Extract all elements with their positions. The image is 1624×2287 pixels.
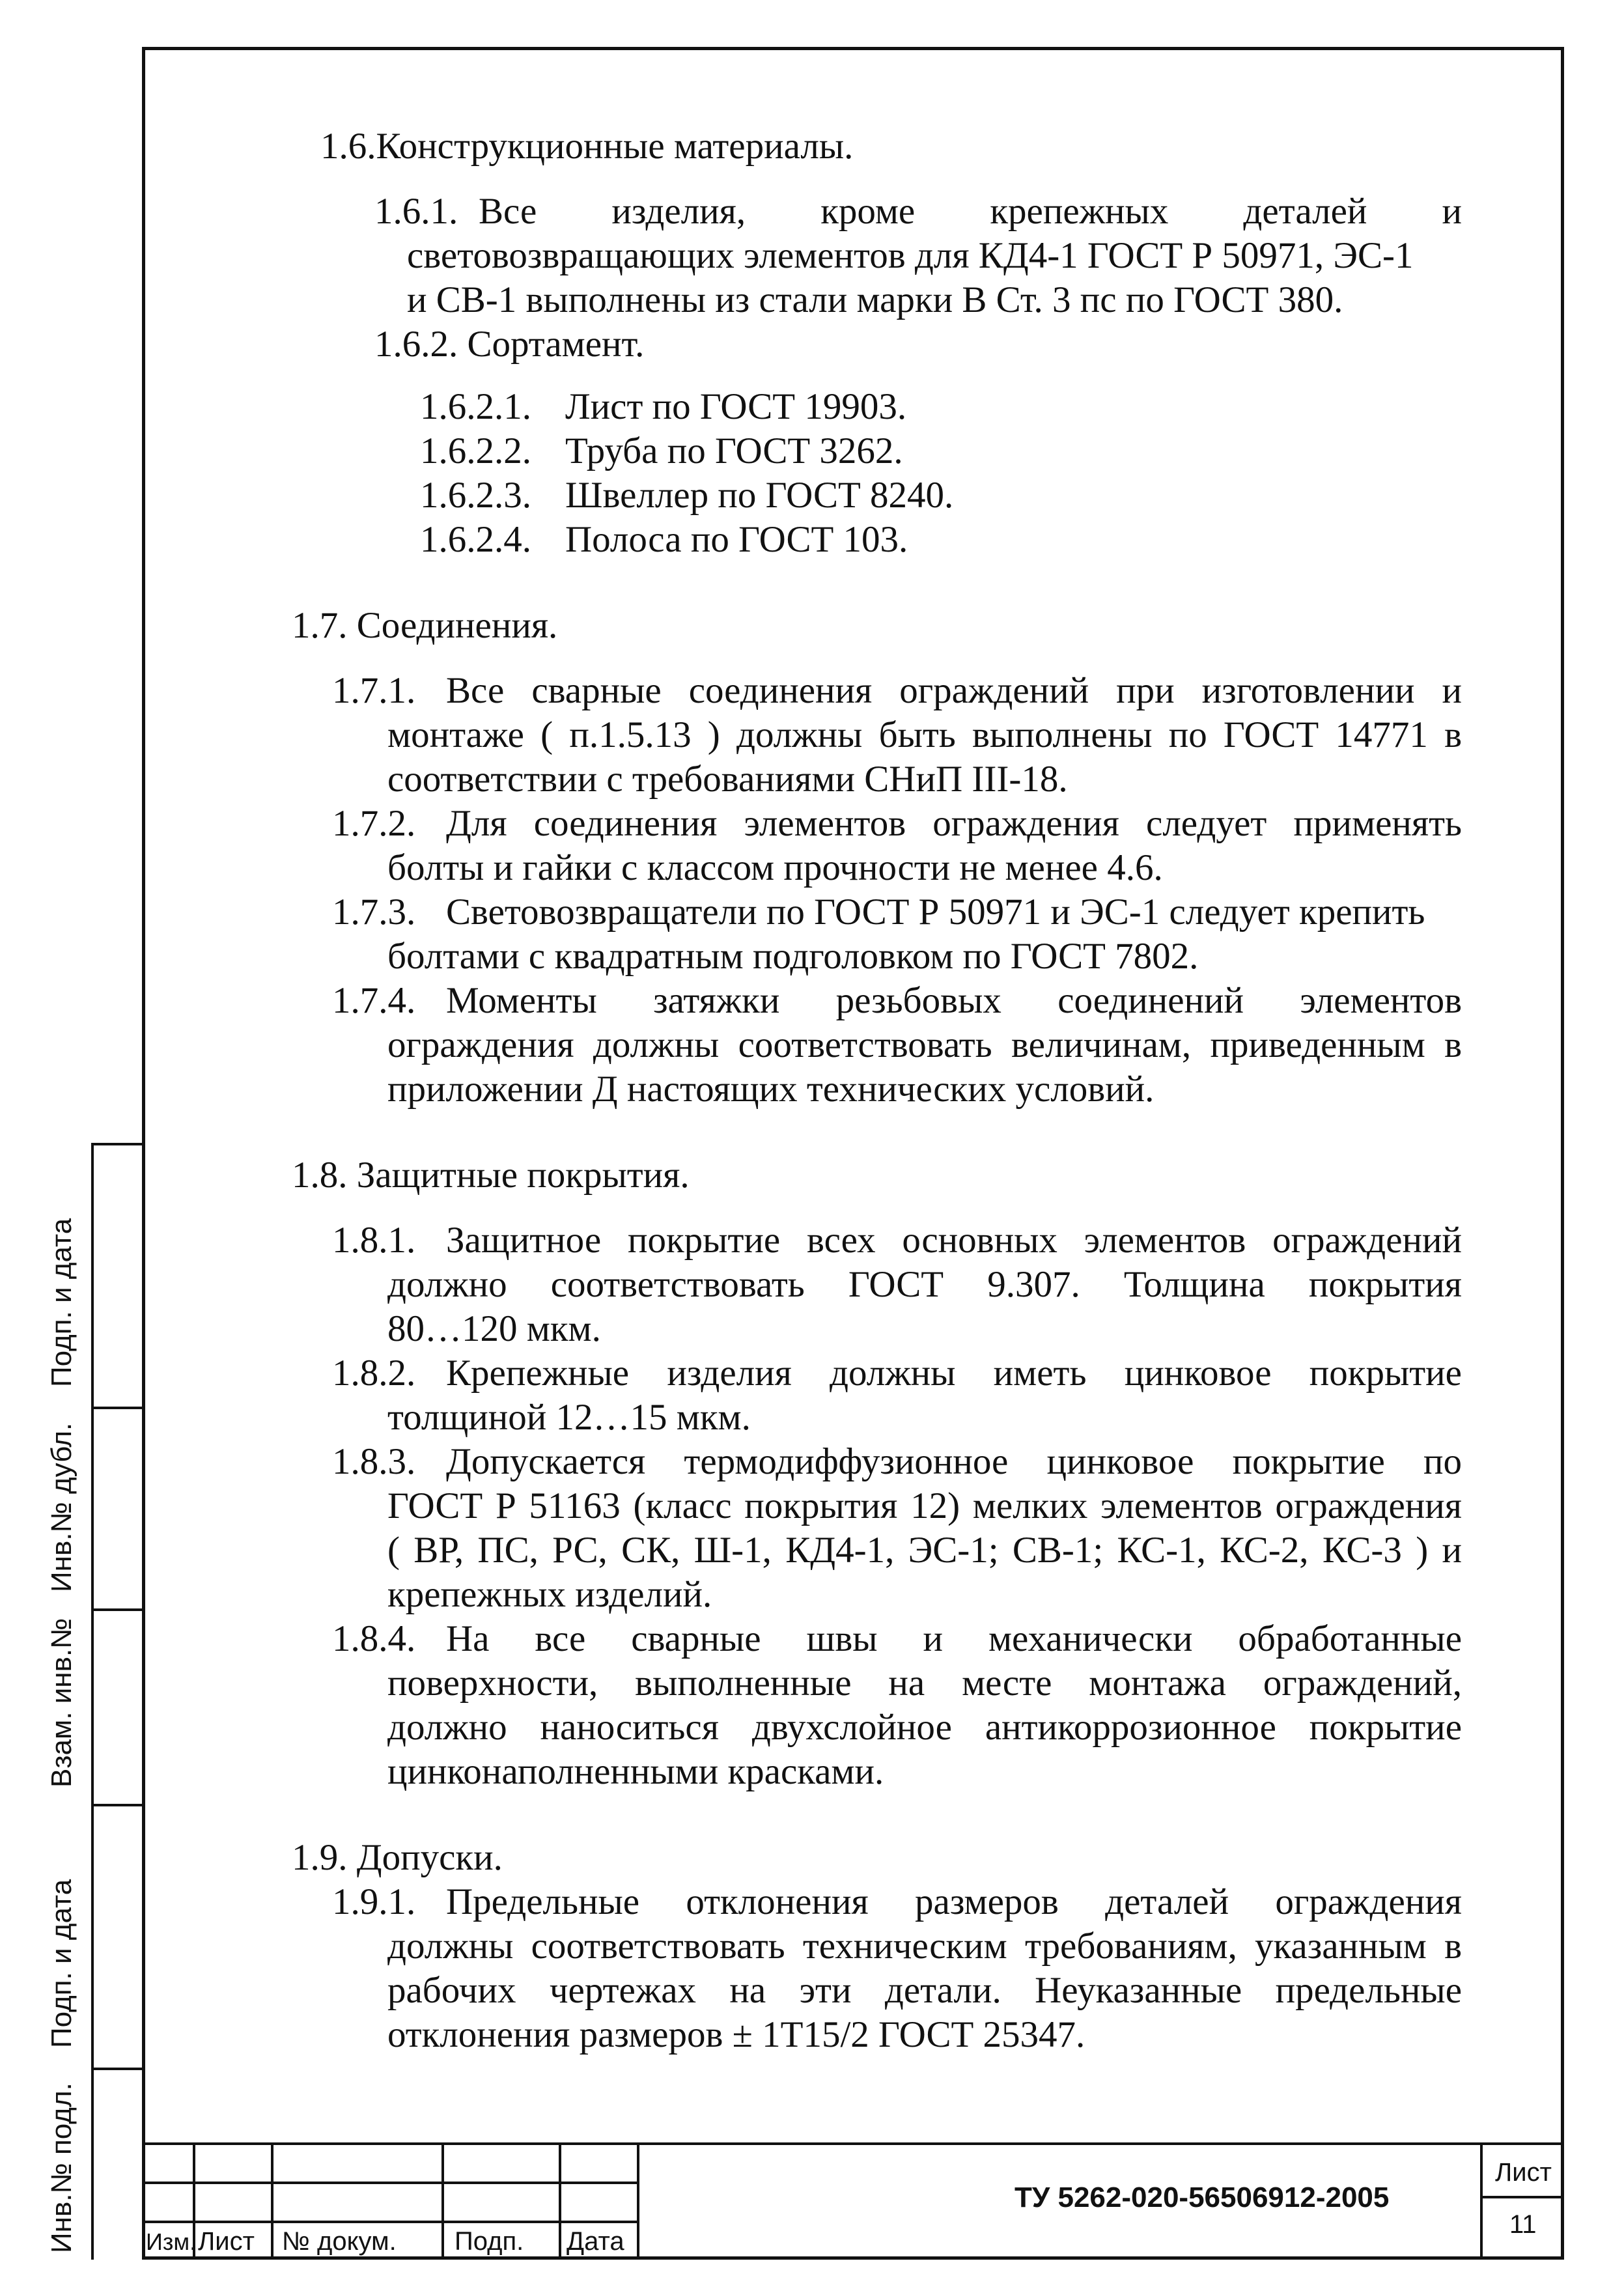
sheet-number: 11: [1509, 2210, 1537, 2239]
side-inv-dubl: Инв.№ дубл.: [46, 1422, 77, 1592]
item-1-8-3-line-1: Допускается термодиффузионное цинковое покрытие по: [446, 1441, 1462, 1482]
title-block-rule: [142, 2221, 637, 2223]
item-1-7-2-number: 1.7.2.: [332, 803, 416, 844]
side-inv-podl: Инв.№ подл.: [46, 2083, 77, 2253]
title-block-izm: Изм.: [146, 2228, 197, 2255]
item-1-6-2: 1.6.2. Сортамент.: [374, 324, 645, 365]
item-1-7-4-line-3: приложении Д настоящих технических условий.: [387, 1069, 1155, 1110]
item-1-8-3-line-4: крепежных изделий.: [387, 1574, 712, 1615]
item-1-6-1-line-2: световозвращающих элементов для КД4-1 ГОСТ Р 50971, ЭС-1: [407, 235, 1414, 276]
item-1-9-1-line-2: должны соответствовать техническим требованиям, указанным в: [387, 1926, 1462, 1967]
item-1-8-1-line-3: 80…120 мкм.: [387, 1308, 601, 1349]
section-1-8-title: 1.8. Защитные покрытия.: [292, 1155, 690, 1196]
item-1-6-2-2-number: 1.6.2.2.: [420, 430, 531, 471]
item-1-6-2-1-text: Лист по ГОСТ 19903.: [565, 386, 907, 427]
title-block-list: Лист: [198, 2227, 255, 2256]
side-podp-data-bottom: Подп. и дата: [46, 1879, 77, 2048]
item-1-9-1-line-3: рабочих чертежах на эти детали. Неуказанные предельные: [387, 1970, 1462, 2011]
item-1-8-4-line-4: цинконаполненными красками.: [387, 1751, 884, 1792]
item-1-7-1-line-2: монтаже ( п.1.5.13 ) должны быть выполнены по ГОСТ 14771 в: [387, 714, 1462, 755]
item-1-7-3-number: 1.7.3.: [332, 891, 416, 933]
title-block-dokum: № докум.: [282, 2227, 397, 2256]
side-stamp-divider: [91, 1608, 142, 1611]
item-1-6-2-2-text: Труба по ГОСТ 3262.: [565, 430, 903, 471]
side-podp-data-top: Подп. и дата: [46, 1218, 77, 1387]
section-1-6-title: 1.6.Конструкционные материалы.: [320, 126, 854, 167]
item-1-9-1-line-4: отклонения размеров ± 1Т15/2 ГОСТ 25347.: [387, 2014, 1085, 2055]
item-1-7-1-line-3: соответствии с требованиями СНиП III-18.: [387, 759, 1068, 800]
item-1-6-1-line-3: и СВ-1 выполнены из стали марки В Ст. 3 пс по ГОСТ 380.: [407, 279, 1343, 320]
item-1-7-1-line-1: Все сварные соединения ограждений при изготовлении и: [446, 670, 1462, 711]
sheet-label: Лист: [1495, 2158, 1552, 2187]
item-1-8-1-line-1: Защитное покрытие всех основных элементов ограждений: [446, 1220, 1462, 1261]
item-1-9-1-line-1: Предельные отклонения размеров деталей ограждения: [446, 1881, 1462, 1922]
item-1-8-2-line-2: толщиной 12…15 мкм.: [387, 1397, 751, 1438]
item-1-7-3-line-1: Световозвращатели по ГОСТ Р 50971 и ЭС-1 следует крепить: [446, 891, 1425, 933]
item-1-8-2-number: 1.8.2.: [332, 1353, 416, 1394]
item-1-6-2-3-number: 1.6.2.3.: [420, 475, 531, 516]
title-block-rule: [637, 2142, 639, 2260]
side-vzam-inv: Взам. инв.№: [46, 1618, 77, 1788]
item-1-7-2-line-2: болты и гайки с классом прочности не менее 4.6.: [387, 847, 1163, 888]
item-1-7-4-line-2: ограждения должны соответствовать величинам, приведенным в: [387, 1024, 1462, 1065]
side-stamp-frame: [91, 1143, 142, 2260]
title-block-rule: [271, 2142, 273, 2260]
item-1-8-3-line-3: ( ВР, ПС, РС, СК, Ш-1, КД4-1, ЭС-1; СВ-1; КС-1, КС-2, КС-3 ) и: [387, 1530, 1462, 1571]
item-1-8-4-line-1: На все сварные швы и механически обработанные: [446, 1618, 1462, 1659]
side-stamp-divider: [91, 1407, 142, 1409]
item-1-7-3-line-2: болтами с квадратным подголовком по ГОСТ 7802.: [387, 936, 1199, 977]
title-block: [142, 2142, 1564, 2260]
section-1-7-title: 1.7. Соединения.: [292, 605, 558, 646]
title-block-rule: [142, 2182, 637, 2184]
item-1-7-4-line-1: Моменты затяжки резьбовых соединений элементов: [446, 980, 1462, 1021]
title-block-rule: [441, 2142, 444, 2260]
item-1-8-4-line-2: поверхности, выполненные на месте монтажа ограждений,: [387, 1663, 1462, 1704]
title-block-rule: [142, 2142, 1564, 2145]
item-1-6-1-line-1: Все изделия, кроме крепежных деталей и: [479, 191, 1462, 232]
item-1-7-2-line-1: Для соединения элементов ограждения следует применять: [446, 803, 1462, 844]
title-block-data: Дата: [567, 2227, 624, 2256]
item-1-6-2-4-number: 1.6.2.4.: [420, 519, 531, 560]
item-1-8-1-number: 1.8.1.: [332, 1220, 416, 1261]
item-1-8-4-number: 1.8.4.: [332, 1618, 416, 1659]
title-block-rule: [1480, 2196, 1564, 2198]
item-1-8-3-line-2: ГОСТ Р 51163 (класс покрытия 12) мелких элементов ограждения: [387, 1485, 1462, 1526]
item-1-7-4-number: 1.7.4.: [332, 980, 416, 1021]
item-1-6-2-1-number: 1.6.2.1.: [420, 386, 531, 427]
side-stamp-divider: [91, 1804, 142, 1806]
section-1-9-title: 1.9. Допуски.: [292, 1837, 503, 1878]
item-1-6-2-4-text: Полоса по ГОСТ 103.: [565, 519, 908, 560]
title-block-podp: Подп.: [455, 2227, 524, 2256]
side-stamp-divider: [91, 2068, 142, 2070]
item-1-8-2-line-1: Крепежные изделия должны иметь цинковое покрытие: [446, 1353, 1462, 1394]
item-1-6-2-3-text: Швеллер по ГОСТ 8240.: [565, 475, 954, 516]
title-block-rule: [1480, 2142, 1483, 2260]
document-code: ТУ 5262-020-56506912-2005: [1015, 2182, 1390, 2213]
item-1-8-1-line-2: должно соответствовать ГОСТ 9.307. Толщина покрытия: [387, 1264, 1462, 1305]
item-1-9-1-number: 1.9.1.: [332, 1881, 416, 1922]
title-block-rule: [559, 2142, 561, 2260]
item-1-7-1-number: 1.7.1.: [332, 670, 416, 711]
side-stamp-divider: [91, 1143, 142, 1145]
item-1-8-3-number: 1.8.3.: [332, 1441, 416, 1482]
item-1-6-1-number: 1.6.1.: [374, 191, 458, 232]
item-1-8-4-line-3: должно наноситься двухслойное антикоррозионное покрытие: [387, 1707, 1462, 1748]
